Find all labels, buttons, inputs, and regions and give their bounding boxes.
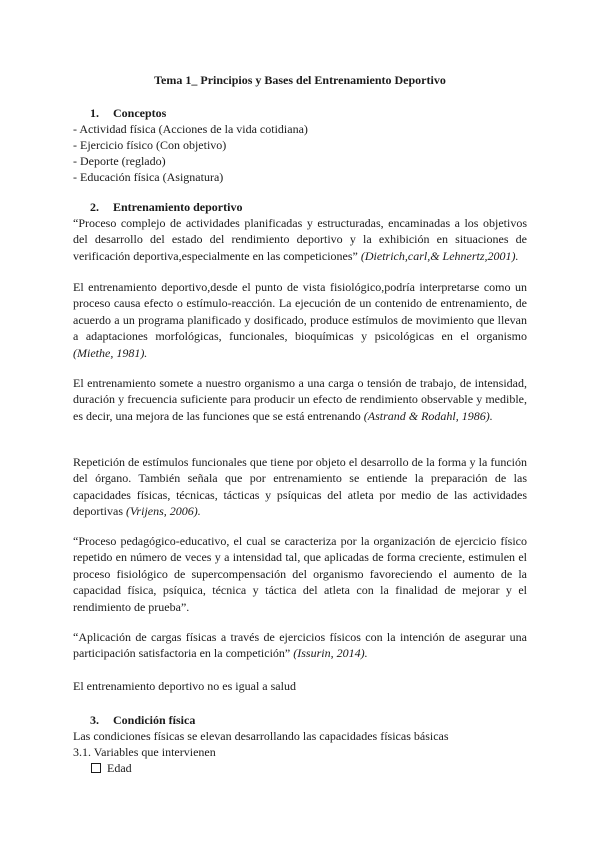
concept-item: - Educación física (Asignatura) [73,170,224,184]
paragraph-text: “Proceso pedagógico-educativo, el cual se caracteriza por la organización de ejercicio físico repetido en número de veces y a intensidad tal, que aplicadas de forma creciente, estimulen el proceso fisiológico de supercompensación del organismo favoreciendo el aumento de la capacidad física, psíquica, técnica y táctica del atleta con la finalidad de mejorar y el rendimiento de prueba”. [73,534,527,614]
definition-paragraph [73,629,527,662]
section-1-number: 1. [90,106,99,120]
checkbox-icon [91,763,101,773]
paragraph-text: “Proceso complejo de actividades planificadas y estructuradas, encaminadas a los objetivos del desarrollo del estado del rendimiento deportivo y la exhibición en situaciones de verificación deportiva,especialmente en las competiciones” [73,216,527,263]
definition-paragraph [73,375,527,424]
subsection-heading: 3.1. Variables que intervienen [73,745,216,759]
section-3-title: Condición física [113,713,196,727]
definition-paragraph [73,279,527,361]
citation: (Miethe, 1981). [73,345,148,360]
checkbox-label: Edad [107,761,132,775]
section-1-title: Conceptos [113,106,167,120]
citation: (Dietrich,carl,& Lehnertz,2001). [360,248,519,263]
document-title: Tema 1_ Principios y Bases del Entrenamiento Deportivo [154,73,446,87]
concept-item: - Actividad física (Acciones de la vida cotidiana) [73,122,308,136]
paragraph-text: El entrenamiento deportivo,desde el punto de vista fisiológico,podría interpretarse como un proceso causa efecto o estímulo-reacción. La ejecución de un contenido de entrenamiento, de acuerdo a un programa planificado y dosificado, produce estímulos de movimiento que llevan a adaptaciones morfológicas, funcionales, bioquímicas y psicológicas en el organismo [73,280,527,344]
section-2-title: Entrenamiento deportivo [113,200,243,214]
definition-paragraph [73,215,527,264]
paragraph-text: “Aplicación de cargas físicas a través de ejercicios físicos con la intención de asegurar una participación satisfactoria en la competición” [73,630,527,661]
section-2-heading [90,199,242,215]
concept-item: - Deporte (reglado) [73,154,166,168]
citation: (Astrand & Rodahl, 1986). [363,408,493,423]
paragraph-text: Repetición de estímulos funcionales que tiene por objeto el desarrollo de la forma y la función del órgano. También señala que por entrenamiento se entiende la preparación de las capacidades físicas, técnicas, tácticas y psíquicas del atleta por medio de las actividades deportivas [73,455,527,519]
paragraph-text: El entrenamiento somete a nuestro organismo a una carga o tensión de trabajo, de intensidad, duración y frecuencia suficiente para producir un efecto de rendimiento observable y medible, es decir, una mejora de las funciones que se está entrenando [73,376,527,423]
section-2-number: 2. [90,200,99,214]
variable-checkbox-item [91,760,132,776]
section-3-intro: Las condiciones físicas se elevan desarrollando las capacidades físicas básicas [73,729,449,743]
section-1-heading [90,105,166,121]
section-3-heading [90,712,195,728]
definition-paragraph [73,454,527,520]
definition-paragraph [73,533,527,615]
section-3-number: 3. [90,713,99,727]
citation: (Vrijens, 2006). [126,504,201,519]
concept-item: - Ejercicio físico (Con objetivo) [73,138,227,152]
citation: (Issurin, 2014). [293,646,368,661]
health-note: El entrenamiento deportivo no es igual a salud [73,679,296,693]
